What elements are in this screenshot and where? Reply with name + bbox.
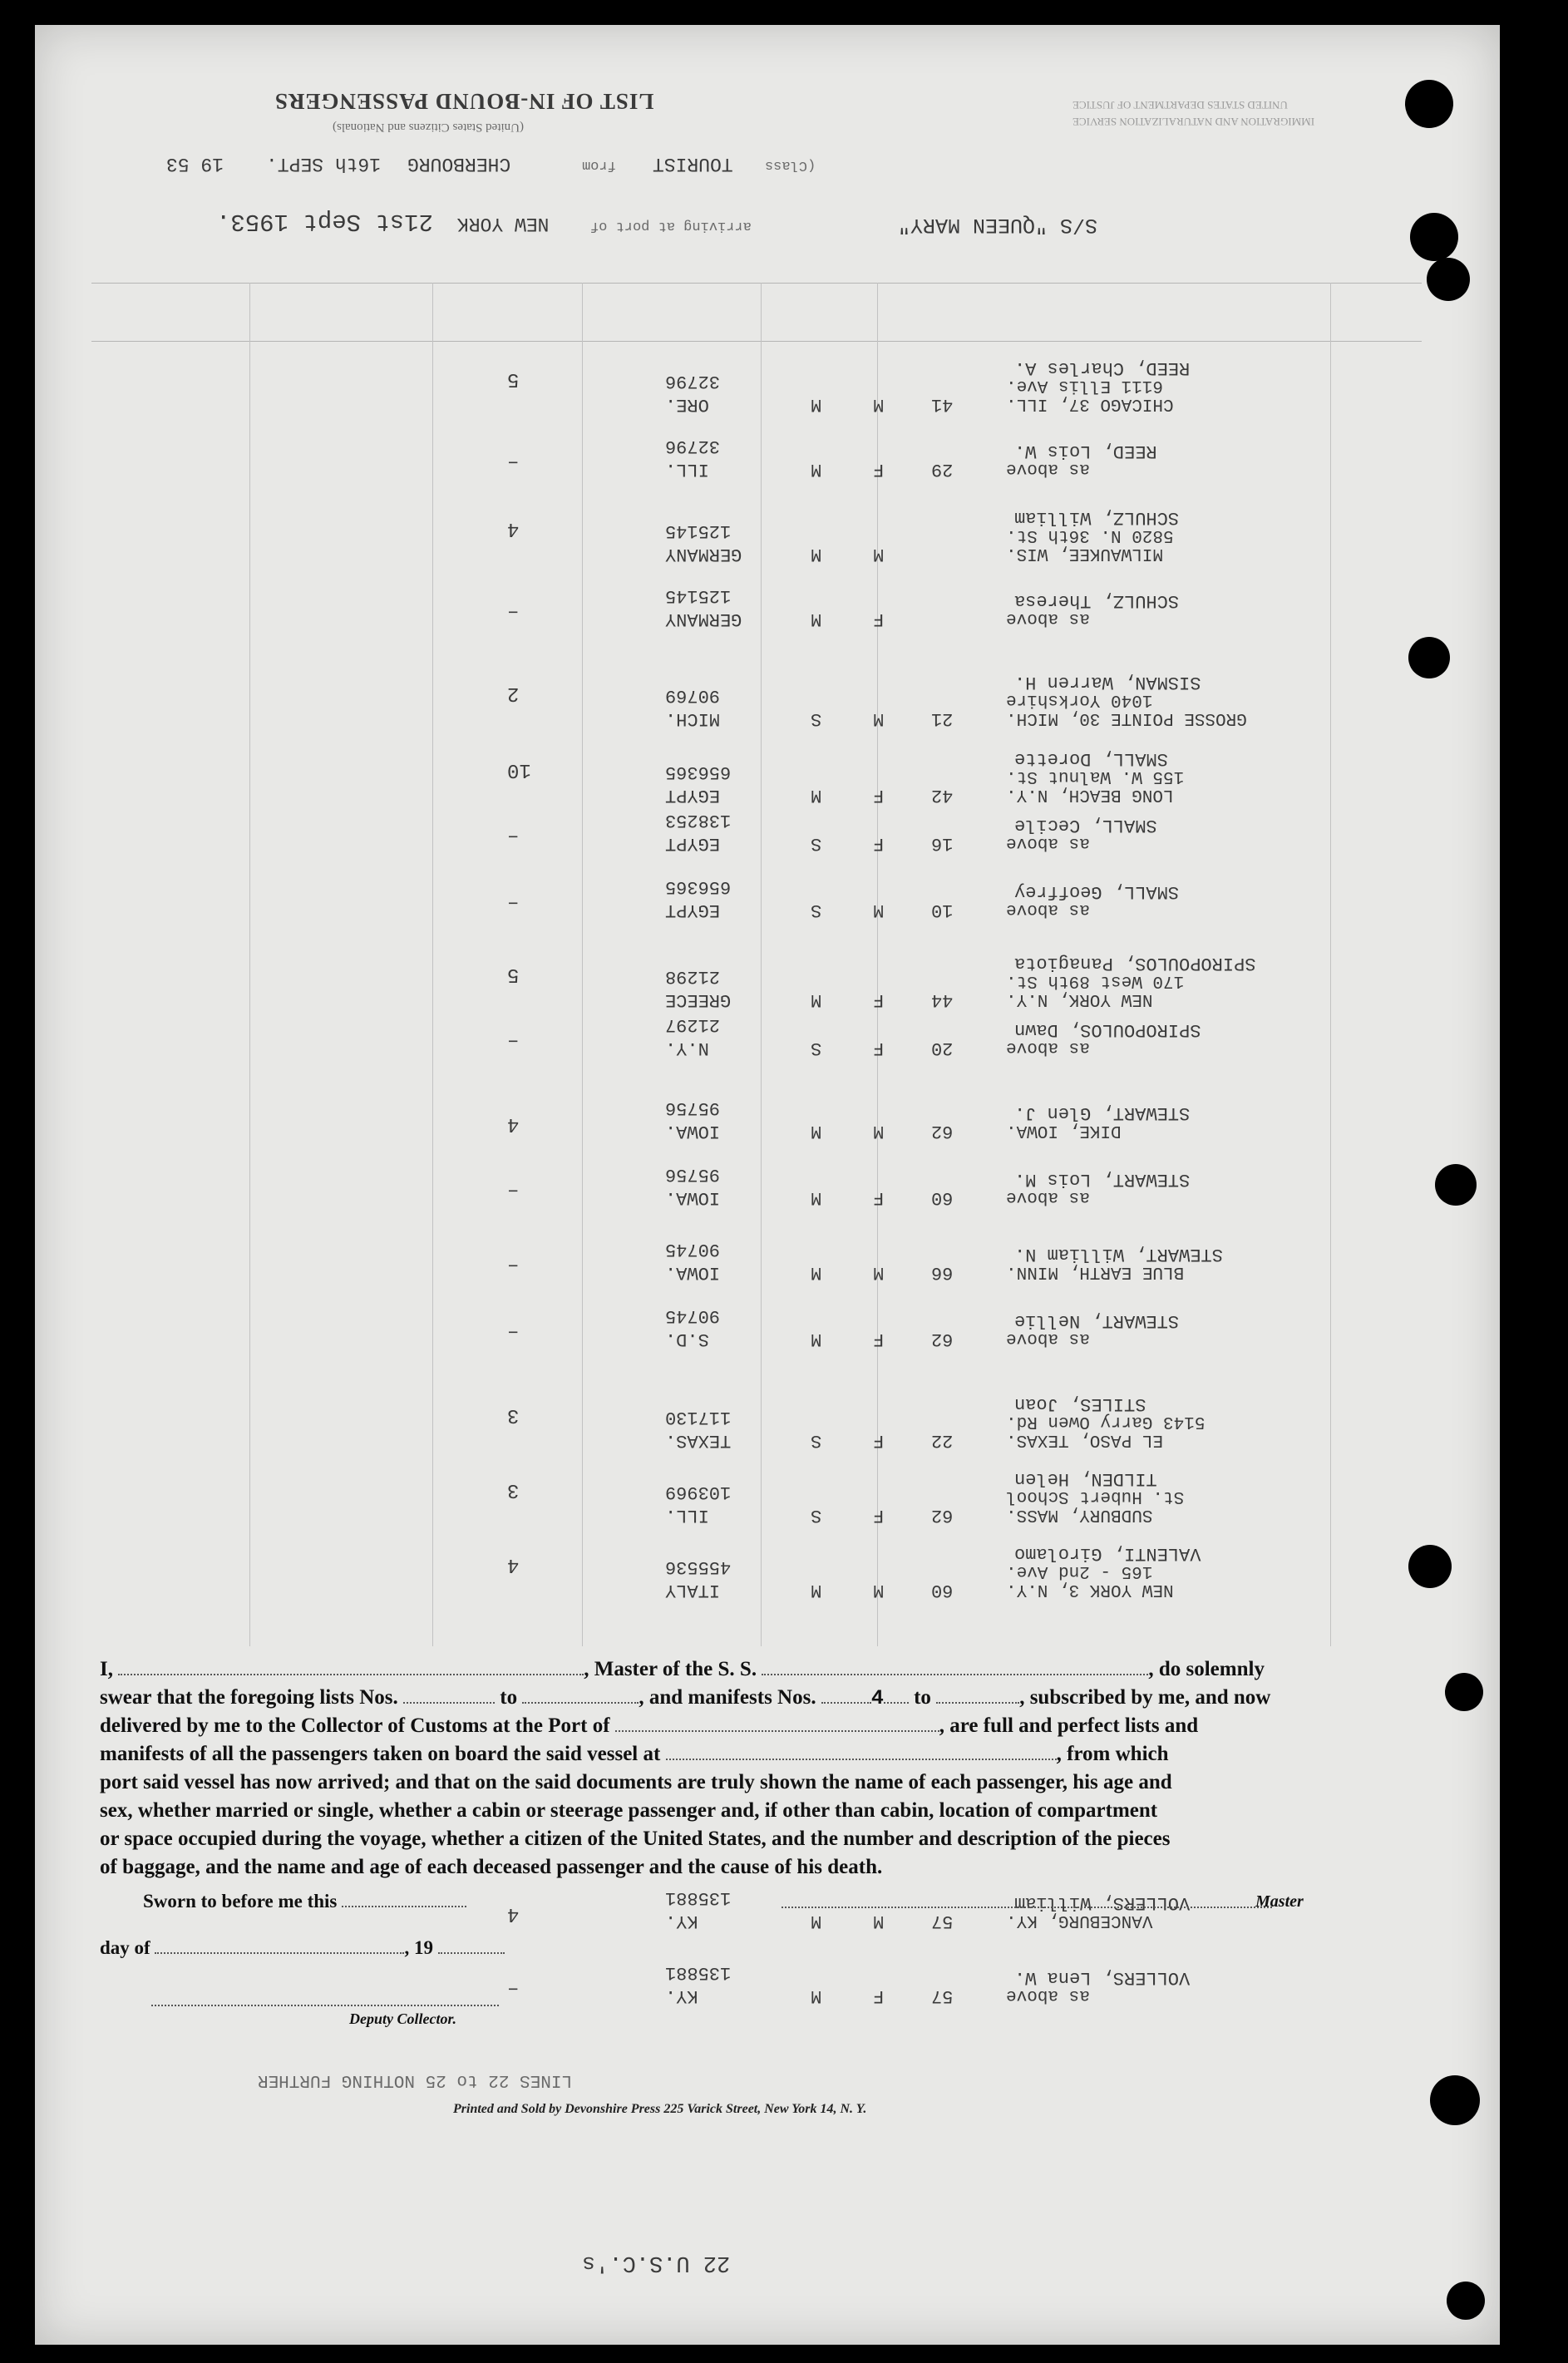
passenger-passport: 103969	[665, 1482, 732, 1502]
column-rule	[582, 283, 583, 1646]
passenger-name: VOLLERS, Lena W.	[1014, 1967, 1191, 1988]
passenger-marital: M	[811, 1121, 822, 1142]
arrival-port: NEW YORK	[457, 213, 550, 234]
passenger-address: MILWAUKEE, WIS.	[1006, 544, 1164, 563]
passenger-marital: M	[811, 1986, 822, 2006]
from-label: from	[582, 157, 616, 173]
form-subtitle: (United States Citizens and Nationals)	[333, 121, 524, 134]
passenger-age: 62	[931, 1505, 954, 1526]
passenger-birthplace: S.D.	[665, 1329, 709, 1349]
oath-text: , are full and perfect lists and	[939, 1714, 1199, 1737]
oath-line-6: sex, whether married or single, whether a cabin or steerage passenger and, if other than cabin, location of compartment	[100, 1799, 1158, 1822]
passenger-name: REED, Charles A.	[1014, 358, 1191, 378]
passenger-sex: F	[873, 459, 885, 480]
passenger-address: as above	[1006, 609, 1090, 628]
passenger-marital: S	[811, 1038, 822, 1058]
passenger-age: 29	[931, 459, 954, 480]
passenger-pieces: 5	[507, 963, 520, 985]
passenger-marital: S	[811, 708, 822, 729]
passenger-age: 20	[931, 1038, 954, 1058]
passenger-pieces: 3	[507, 1478, 520, 1501]
passenger-age: 10	[931, 900, 954, 920]
passenger-name: STEWART, William N.	[1014, 1244, 1223, 1265]
passenger-birthplace: EGYPT	[665, 785, 721, 806]
passenger-name: TILDEN, Helen	[1014, 1468, 1157, 1489]
binder-hole	[1408, 1545, 1452, 1588]
binder-hole	[1427, 258, 1470, 301]
passenger-address: NEW YORK 3, N.Y.	[1006, 1580, 1174, 1599]
form-title: LIST OF IN-BOUND PASSENGERS	[274, 89, 654, 114]
passenger-name: SMALL, Dorette	[1014, 748, 1168, 769]
oath-text: manifests of all the passengers taken on board the said vessel at	[100, 1743, 661, 1765]
oath-text: delivered by me to the Collector of Customs at the Port of	[100, 1714, 610, 1737]
passenger-address: LONG BEACH, N.Y.	[1006, 785, 1174, 804]
passenger-sex: M	[873, 1911, 885, 1931]
oath-text: , subscribed by me, and now	[1019, 1686, 1271, 1709]
passenger-pieces: 4	[507, 517, 520, 540]
passenger-name: SISMAN, Warren H.	[1014, 672, 1201, 693]
passenger-pieces: 4	[507, 1902, 520, 1925]
passenger-marital: S	[811, 833, 822, 854]
oath-text: , and manifests Nos.	[639, 1686, 816, 1709]
lines-note: LINES 22 to 25 NOTHING FURTHER	[258, 2070, 573, 2089]
deputy-signature-line	[151, 2004, 499, 2006]
passenger-sex: M	[873, 708, 885, 729]
passenger-birthplace: N.Y.	[665, 1038, 709, 1058]
passenger-pieces: –	[507, 1977, 520, 2000]
passenger-name: VOLLERS, William	[1014, 1892, 1191, 1913]
passenger-age: 57	[931, 1911, 954, 1931]
passenger-address: as above	[1006, 459, 1090, 478]
oath-line-1	[100, 1658, 1265, 1681]
binder-hole	[1405, 80, 1453, 128]
passenger-birthplace: GERMANY	[665, 609, 742, 629]
blank-field	[403, 1701, 495, 1704]
passenger-address: CHICAGO 37, ILL.	[1006, 394, 1174, 413]
passenger-marital: M	[811, 1329, 822, 1349]
passenger-address: NEW YORK, N.Y.	[1006, 989, 1153, 1009]
year-sailed: 19 53	[166, 153, 224, 175]
passenger-passport: 125145	[665, 520, 732, 541]
passenger-sex: F	[873, 1505, 885, 1526]
oath-line-7: or space occupied during the voyage, whether a citizen of the United States, and the number and description of the pieces	[100, 1828, 1171, 1850]
passenger-address: GROSSE POINTE 30, MICH.	[1006, 708, 1247, 728]
agency-line-1: UNITED STATES DEPARTMENT OF JUSTICE	[1072, 99, 1288, 111]
date-sailed: 16th SEPT.	[266, 153, 382, 175]
oath-line-2	[100, 1686, 1270, 1710]
passenger-age: 42	[931, 785, 954, 806]
passenger-sex: M	[873, 1580, 885, 1601]
passenger-birthplace: TEXAS.	[665, 1430, 732, 1451]
passenger-passport: 90769	[665, 685, 721, 706]
passenger-marital: M	[811, 609, 822, 629]
passenger-address: 5143 Garry Owen Rd.	[1006, 1412, 1206, 1431]
passenger-address: VANCEBURG, KY.	[1006, 1911, 1153, 1930]
passenger-sex: F	[873, 785, 885, 806]
oath-text: to	[500, 1686, 518, 1709]
vessel-name: S/S "QUEEN MARY"	[898, 213, 1098, 237]
passenger-pieces: 4	[507, 1112, 520, 1135]
passenger-address: 1040 Yorkshire	[1006, 690, 1153, 709]
scan-top-edge	[0, 0, 1568, 25]
column-rule	[761, 283, 762, 1646]
passenger-name: STEWART, Lois M.	[1014, 1169, 1191, 1190]
blank-field	[762, 1673, 1148, 1675]
passenger-sex: M	[873, 1262, 885, 1283]
passenger-birthplace: ILL.	[665, 1505, 709, 1526]
passenger-address: EL PASO, TEXAS.	[1006, 1430, 1164, 1449]
passenger-address: 6111 Ellis Ave.	[1006, 376, 1164, 395]
from-value: CHERBOURG	[407, 153, 511, 175]
passenger-age: 57	[931, 1986, 954, 2006]
passenger-birthplace: ILL.	[665, 459, 709, 480]
passenger-passport: 135881	[665, 1962, 732, 1983]
passenger-birthplace: GREECE	[665, 989, 732, 1010]
passenger-passport: 455536	[665, 1556, 732, 1577]
passenger-sex: M	[873, 394, 885, 415]
passenger-address: St. Hubert School	[1006, 1487, 1185, 1506]
passenger-marital: S	[811, 1430, 822, 1451]
column-rule	[1330, 283, 1331, 1646]
passenger-birthplace: EGYPT	[665, 833, 721, 854]
passenger-age: 60	[931, 1580, 954, 1601]
column-rule	[249, 283, 250, 1646]
blank-field	[615, 1729, 939, 1732]
day-line	[100, 1937, 505, 1959]
passenger-pieces: 4	[507, 1553, 520, 1576]
passenger-address: DIKE, IOWA.	[1006, 1121, 1122, 1140]
passenger-sex: F	[873, 1187, 885, 1208]
blank-field	[821, 1701, 871, 1704]
blank-field	[522, 1701, 639, 1704]
passenger-pieces: –	[507, 1179, 520, 1201]
blank-field	[155, 1951, 404, 1954]
manifest-page	[35, 25, 1500, 2345]
passenger-pieces: 10	[507, 758, 531, 781]
passenger-birthplace: KY.	[665, 1911, 698, 1931]
passenger-address: 155 W. Walnut St.	[1006, 767, 1185, 786]
passenger-address: 165 - 2nd Ave.	[1006, 1561, 1153, 1581]
passenger-passport: 117130	[665, 1407, 732, 1428]
oath-text: , from which	[1056, 1743, 1169, 1765]
binder-hole	[1447, 2282, 1485, 2320]
passenger-birthplace: IOWA.	[665, 1262, 721, 1283]
passenger-passport: 95756	[665, 1164, 721, 1185]
bottom-code: 22 U.S.C.'s	[582, 2250, 731, 2275]
passenger-birthplace: KY.	[665, 1986, 698, 2006]
binder-hole	[1435, 1164, 1477, 1206]
blank-field	[936, 1701, 1019, 1704]
passenger-marital: M	[811, 544, 822, 565]
sworn-line	[143, 1891, 466, 1912]
passenger-age: 16	[931, 833, 954, 854]
passenger-name: STILES, Joan	[1014, 1394, 1146, 1414]
blank-field	[118, 1673, 584, 1675]
passenger-birthplace: IOWA.	[665, 1187, 721, 1208]
passenger-age: 21	[931, 708, 954, 729]
binder-hole	[1408, 637, 1450, 678]
passenger-name: SCHULZ, William	[1014, 507, 1180, 528]
passenger-passport: 21298	[665, 966, 721, 987]
passenger-sex: M	[873, 1121, 885, 1142]
year-label: , 19	[404, 1937, 433, 1958]
passenger-passport: 656365	[665, 762, 732, 782]
passenger-sex: F	[873, 609, 885, 629]
blank-field	[884, 1701, 909, 1704]
passenger-name: REED, Lois W.	[1014, 441, 1157, 461]
header-rule	[91, 341, 1422, 342]
passenger-passport: 90745	[665, 1305, 721, 1326]
passenger-sex: F	[873, 1986, 885, 2006]
binder-hole	[1430, 2075, 1480, 2125]
passenger-birthplace: IOWA.	[665, 1121, 721, 1142]
passenger-age: 62	[931, 1121, 954, 1142]
passenger-marital: M	[811, 1580, 822, 1601]
binder-hole	[1410, 213, 1458, 261]
passenger-marital: S	[811, 1505, 822, 1526]
passenger-passport: 135881	[665, 1887, 732, 1908]
passenger-address: as above	[1006, 900, 1090, 919]
passenger-passport: 138253	[665, 810, 732, 831]
arrival-date: 21st Sept 1953.	[216, 208, 434, 235]
passenger-marital: M	[811, 1262, 822, 1283]
manifest-number: 4	[870, 1686, 884, 1710]
passenger-address: SUDBURY, MASS.	[1006, 1505, 1153, 1524]
arriving-label: arriving at port of	[590, 218, 752, 234]
passenger-address: BLUE EARTH, MINN.	[1006, 1262, 1185, 1281]
passenger-address: 170 West 89th St.	[1006, 971, 1185, 990]
passenger-marital: M	[811, 394, 822, 415]
passenger-passport: 32796	[665, 436, 721, 456]
passenger-address: as above	[1006, 1187, 1090, 1206]
passenger-marital: M	[811, 459, 822, 480]
passenger-address: as above	[1006, 1038, 1090, 1057]
blank-field	[438, 1951, 505, 1954]
passenger-marital: M	[811, 785, 822, 806]
oath-text: I,	[100, 1658, 113, 1680]
oath-line-5: port said vessel has now arrived; and that on the said documents are truly shown the name of each passenger, his age and	[100, 1771, 1172, 1793]
passenger-sex: F	[873, 1329, 885, 1349]
passenger-name: SPIROPOULOS, Panagiota	[1014, 953, 1256, 974]
passenger-birthplace: MICH.	[665, 708, 721, 729]
passenger-pieces: 2	[507, 682, 520, 704]
class-label: (Class	[765, 157, 816, 173]
passenger-passport: 90745	[665, 1239, 721, 1260]
passenger-age: 22	[931, 1430, 954, 1451]
passenger-pieces: –	[507, 1029, 520, 1052]
binder-hole	[1445, 1673, 1483, 1711]
passenger-pieces: –	[507, 600, 520, 623]
passenger-name: STEWART, Glen J.	[1014, 1103, 1191, 1123]
passenger-pieces: –	[507, 451, 520, 473]
passenger-sex: M	[873, 900, 885, 920]
passenger-address: as above	[1006, 1986, 1090, 2005]
passenger-sex: F	[873, 1430, 885, 1451]
passenger-birthplace: EGYPT	[665, 900, 721, 920]
passenger-birthplace: GERMANY	[665, 544, 742, 565]
column-rule	[432, 283, 433, 1646]
passenger-sex: F	[873, 1038, 885, 1058]
passenger-birthplace: ORE.	[665, 394, 709, 415]
passenger-address: as above	[1006, 833, 1090, 852]
passenger-age: 66	[931, 1262, 954, 1283]
passenger-name: SMALL, Cecile	[1014, 815, 1157, 836]
passenger-pieces: –	[507, 891, 520, 914]
passenger-passport: 95756	[665, 1098, 721, 1118]
passenger-marital: M	[811, 989, 822, 1010]
sworn-label: Sworn to before me this	[143, 1891, 338, 1912]
passenger-marital: M	[811, 1187, 822, 1208]
passenger-age: 60	[931, 1187, 954, 1208]
agency-line-2: IMMIGRATION AND NATURALIZATION SERVICE	[1072, 116, 1315, 128]
header-rule	[91, 283, 1422, 284]
passenger-pieces: –	[507, 1254, 520, 1276]
oath-line-4	[100, 1743, 1169, 1766]
passenger-name: STEWART, Nellie	[1014, 1310, 1180, 1331]
oath-text: , Master of the S. S.	[584, 1658, 757, 1680]
passenger-passport: 32796	[665, 371, 721, 392]
passenger-pieces: 5	[507, 368, 520, 390]
passenger-name: VALENTI, Girolamo	[1014, 1543, 1201, 1564]
passenger-passport: 125145	[665, 585, 732, 606]
passenger-address: 5820 N. 36th St.	[1006, 525, 1174, 545]
passenger-passport: 656365	[665, 876, 732, 897]
passenger-address: as above	[1006, 1329, 1090, 1348]
oath-line-3	[100, 1714, 1198, 1738]
passenger-sex: F	[873, 989, 885, 1010]
passenger-pieces: –	[507, 1320, 520, 1343]
passenger-passport: 21297	[665, 1014, 721, 1035]
day-label: day of	[100, 1937, 150, 1958]
passenger-birthplace: ITALY	[665, 1580, 721, 1601]
passenger-sex: M	[873, 544, 885, 565]
deputy-label: Deputy Collector.	[349, 2010, 456, 2027]
passenger-pieces: –	[507, 825, 520, 847]
master-label: Master	[1255, 1892, 1304, 1911]
oath-text: to	[914, 1686, 931, 1709]
master-signature-line	[782, 1906, 1272, 1908]
passenger-sex: F	[873, 833, 885, 854]
passenger-name: SPIROPOULOS, Dawn	[1014, 1019, 1201, 1040]
oath-text: , do solemnly	[1148, 1658, 1265, 1680]
oath-text: swear that the foregoing lists Nos.	[100, 1686, 398, 1709]
passenger-age: 44	[931, 989, 954, 1010]
passenger-pieces: 3	[507, 1403, 520, 1426]
passenger-marital: M	[811, 1911, 822, 1931]
blank-field	[342, 1905, 466, 1907]
passenger-name: SCHULZ, Theresa	[1014, 590, 1180, 611]
passenger-marital: S	[811, 900, 822, 920]
printer-imprint: Printed and Sold by Devonshire Press 225 Varick Street, New York 14, N. Y.	[453, 2102, 867, 2116]
blank-field	[666, 1758, 1057, 1760]
oath-line-8: of baggage, and the name and age of each deceased passenger and the cause of his death.	[100, 1856, 883, 1878]
passenger-age: 41	[931, 394, 954, 415]
passenger-name: SMALL, Geoffrey	[1014, 881, 1180, 902]
passenger-age: 62	[931, 1329, 954, 1349]
class-value: TOURIST	[653, 153, 733, 175]
